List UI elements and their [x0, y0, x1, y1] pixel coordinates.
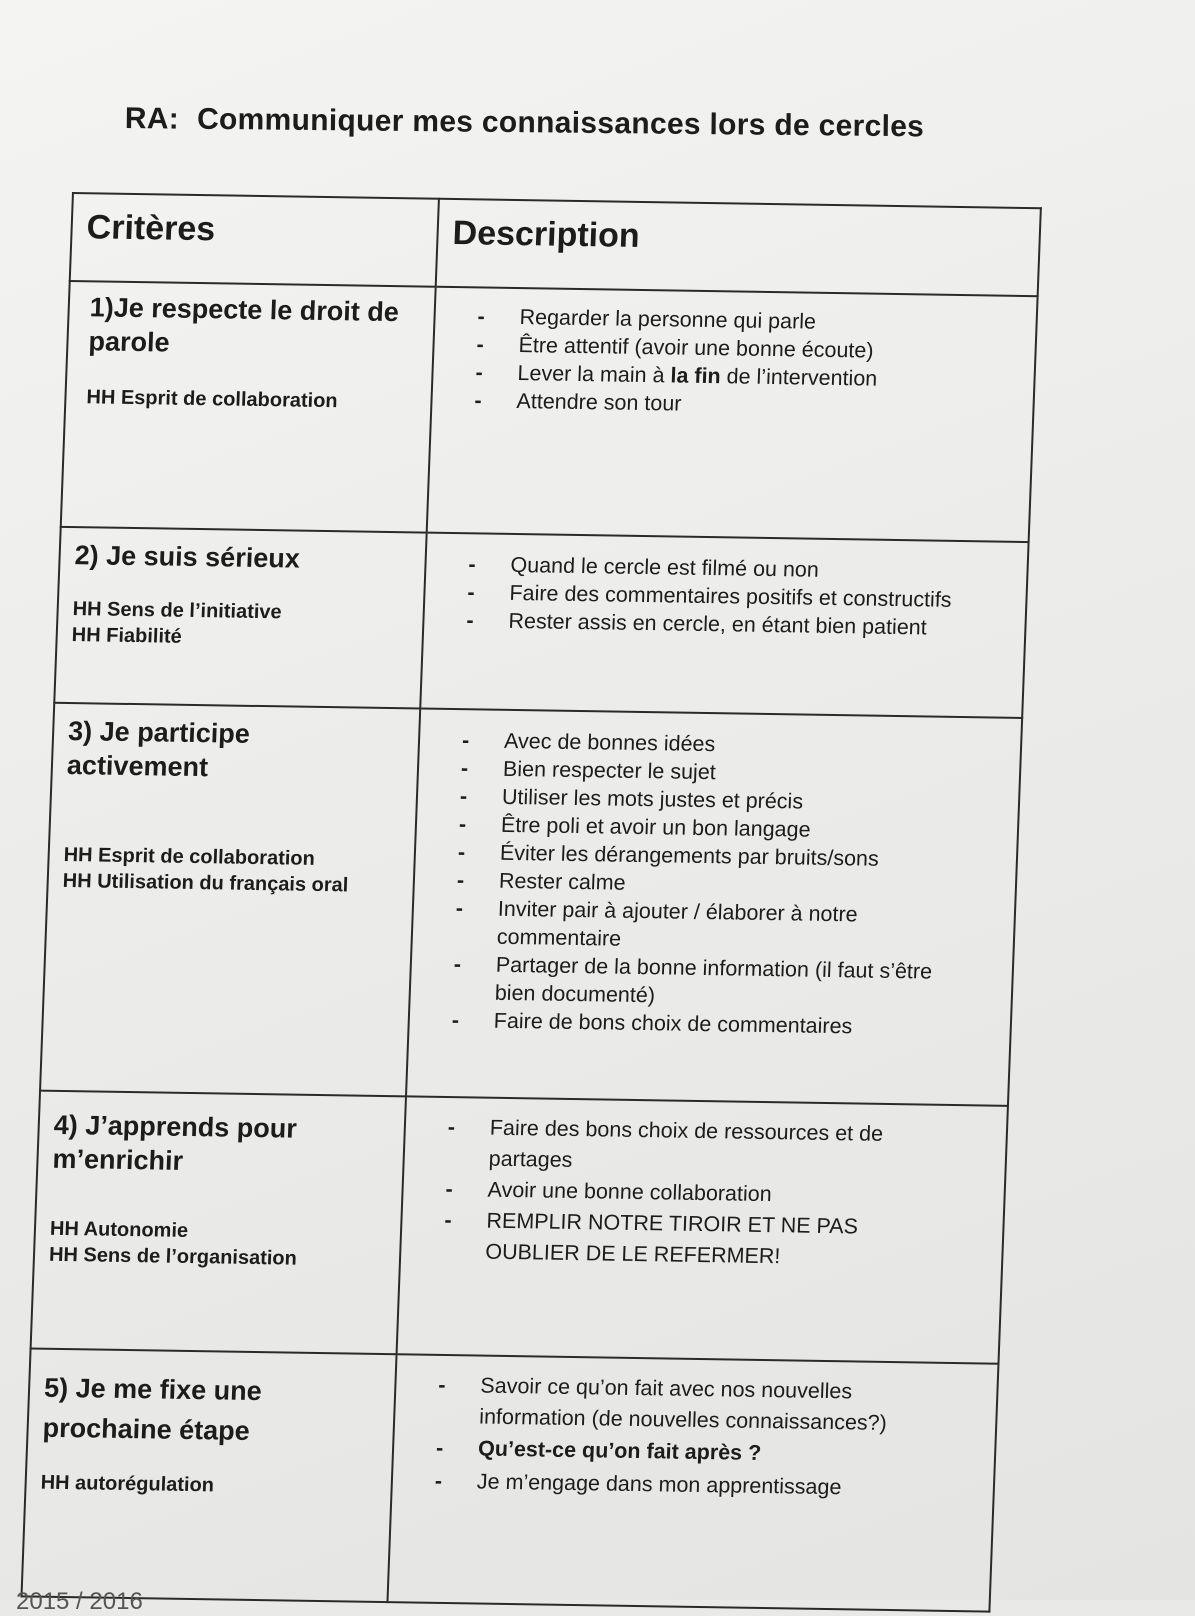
list-item: - Regarder la personne qui parle: [477, 302, 1022, 339]
list-item-text: de l’intervention: [720, 364, 878, 391]
criterion-cell: [54, 527, 426, 709]
list-item: - REMPLIR NOTRE TIROIR ET NE PAS OUBLIER DE LE REFERMER!: [443, 1205, 915, 1274]
document-title: [125, 102, 925, 144]
list-item-bold: Qu’est-ce qu’on fait après ?: [477, 1436, 762, 1465]
hh-label: HH Esprit de collaboration: [86, 386, 339, 413]
criterion-cell: [61, 281, 436, 533]
criterion-cell: [40, 703, 420, 1097]
criterion-title: 1)Je respecte le droit de parole: [87, 292, 400, 358]
list-item: - Savoir ce qu’on fait avec nos nouvelles information (de nouvelles connaissances?): [437, 1370, 959, 1440]
list-item: - Je m’engage dans mon apprentissage: [434, 1465, 955, 1506]
criterion-title: 5) Je me fixe une prochaine étape: [42, 1372, 263, 1446]
title-prefix: RA:: [124, 102, 180, 136]
list-item: - Faire de bons choix de commentaires: [451, 1006, 996, 1043]
criterion-title: 3) Je participe activement: [66, 716, 251, 783]
list-item: - Bien respecter le sujet: [461, 754, 1006, 791]
description-cell: [427, 287, 1038, 542]
list-item: - Éviter les dérangements par bruits/sons: [457, 838, 1002, 875]
description-list: [474, 302, 1022, 422]
list-item-text: Lever la main à: [517, 361, 671, 388]
description-list: [466, 550, 1013, 643]
description-list: [434, 1370, 959, 1506]
footer-year-fragment: [16, 1588, 143, 1616]
criterion-title: 4) J’apprends pour m’enrichir: [52, 1109, 298, 1176]
list-item: - Être attentif (avoir une bonne écoute): [476, 330, 1021, 367]
criterion-cell: [22, 1348, 397, 1602]
table-row: [40, 703, 1022, 1106]
description-list: [451, 726, 1006, 1042]
rubric-table: [20, 192, 1041, 1613]
list-item: - Faire des bons choix de ressources et de partages: [446, 1112, 918, 1181]
hh-label: HH Sens de l’organisation: [48, 1243, 298, 1270]
criterion-title: 2) Je suis sérieux: [74, 540, 301, 574]
list-item: - Partager de la bonne information (il faut s’être bien documenté): [452, 950, 976, 1014]
criterion-cell: [31, 1091, 406, 1355]
description-header: Description: [436, 199, 1041, 296]
description-cell: [397, 1096, 1008, 1363]
hh-label: HH Autonomie: [49, 1217, 189, 1242]
header-row: [70, 193, 1041, 296]
list-item: - Inviter pair à ajouter / élaborer à notre commentaire: [454, 894, 898, 957]
list-item: - Avec de bonnes idées: [462, 726, 1007, 763]
criteria-header: Critères: [70, 193, 439, 287]
list-item-bold: la fin: [670, 363, 722, 389]
list-item: - Être poli et avoir un bon langage: [458, 810, 1003, 847]
title-text: Communiquer mes connaissances lors de cercles: [196, 102, 925, 144]
table-row: [31, 1091, 1008, 1364]
list-item: - Rester calme: [456, 866, 1001, 903]
rubric-table-wrapper: [20, 192, 1039, 1613]
table-row: [22, 1348, 999, 1611]
description-cell: [420, 533, 1028, 718]
list-item: - Rester assis en cercle, en étant bien patient: [466, 606, 1011, 643]
hh-label: HH Sens de l’initiative: [72, 598, 283, 624]
description-list: [443, 1112, 919, 1274]
list-item: - Quand le cercle est filmé ou non: [468, 550, 1013, 587]
footer-year: 2015 / 2016: [16, 1588, 143, 1615]
list-item: - Avoir une bonne collaboration: [445, 1174, 916, 1212]
hh-label: HH Esprit de collaboration: [63, 843, 316, 870]
description-cell: [406, 709, 1022, 1106]
table-row: [54, 527, 1028, 718]
hh-label: HH Fiabilité: [71, 624, 183, 648]
description-cell: [387, 1354, 998, 1611]
list-item: - Attendre son tour: [474, 386, 1019, 423]
list-item: - Faire des commentaires positifs et constructifs: [467, 578, 1012, 615]
table-row: [61, 281, 1038, 542]
hh-label: HH Utilisation du français oral: [62, 869, 349, 897]
hh-label: HH autorégulation: [40, 1471, 215, 1497]
list-item: - Utiliser les mots justes et précis: [460, 782, 1005, 819]
